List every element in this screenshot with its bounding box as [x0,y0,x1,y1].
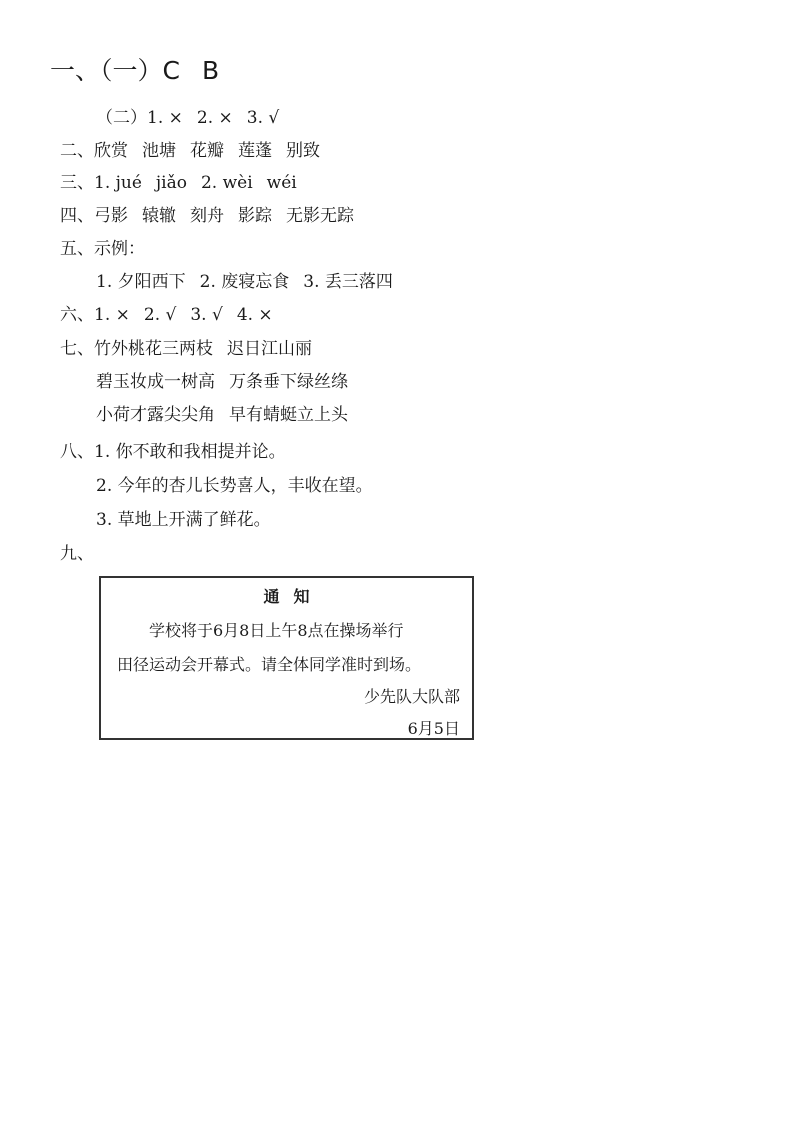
section-4-label: 四、 [60,206,94,226]
sentence-item: 3. 草地上开满了鲜花。 [96,510,271,530]
pinyin-item: jiǎo [155,173,187,193]
idiom-item: 1. 夕阳西下 [96,272,186,292]
section-1-sub2 [96,107,279,129]
sub2-item-3: 3. √ [246,108,280,128]
section-7-row-1 [60,338,312,360]
section-5-items [96,271,393,293]
word: 欣赏 [94,141,128,161]
section-8-row-1 [60,441,286,463]
answer-1: C [162,56,180,85]
notice-body-line-1: 学校将于6月8日上午8点在操场举行 [149,621,404,640]
word: 影踪 [238,206,272,226]
word: 花瓣 [190,141,224,161]
word: 刻舟 [190,206,224,226]
notice-body-line-2: 田径运动会开幕式。请全体同学准时到场。 [117,655,422,674]
poem-line: 万条垂下绿丝绦 [229,372,348,392]
word: 莲蓬 [238,141,272,161]
poem-line: 碧玉妆成一树高 [96,372,215,392]
section-2 [60,140,320,162]
poem-line: 竹外桃花三两枝 [94,339,213,359]
section-1-label: 一、（一） [50,56,163,85]
notice-signature: 少先队大队部 [363,687,460,706]
section-8-label: 八、 [60,442,94,462]
answer-2: B [201,56,220,85]
section-9-label: 九、 [60,544,94,564]
sub2-label: （二） [96,108,147,128]
notice-date: 6月5日 [407,719,460,738]
section-3-label: 三、 [60,173,94,193]
sentence-item: 2. 今年的杏儿长势喜人，丰收在望。 [96,476,373,496]
word: 无影无踪 [286,206,354,226]
section-1-header [50,56,219,86]
section-3 [60,172,297,194]
section-7-label: 七、 [60,339,94,359]
word: 辕辙 [142,206,176,226]
idiom-item: 2. 废寝忘食 [199,272,290,292]
sentence-item: 1. 你不敢和我相提并论。 [94,442,286,462]
notice-box [99,576,474,740]
section-6 [60,304,273,326]
pinyin-item: wéi [266,173,297,193]
sub2-item-2: 2. × [196,108,233,128]
section-7-row-2 [96,371,348,393]
word: 弓影 [94,206,128,226]
notice-title: 通知 [263,587,324,606]
poem-line: 迟日江山丽 [227,339,312,359]
section-4 [60,205,354,227]
poem-line: 早有蜻蜓立上头 [229,405,348,425]
word: 池塘 [142,141,176,161]
judge-item: 4. × [236,305,273,325]
judge-item: 3. √ [190,305,223,325]
pinyin-item: 1. jué [94,173,142,193]
judge-item: 2. √ [143,305,177,325]
section-6-label: 六、 [60,305,94,325]
sub2-item-1: 1. × [147,108,183,128]
section-7-row-3 [96,404,348,426]
section-5-label: 五、示例： [60,239,145,259]
section-2-label: 二、 [60,141,94,161]
idiom-item: 3. 丢三落四 [303,272,393,292]
pinyin-item: 2. wèi [200,173,253,193]
judge-item: 1. × [94,305,130,325]
poem-line: 小荷才露尖尖角 [96,405,215,425]
word: 别致 [286,141,320,161]
